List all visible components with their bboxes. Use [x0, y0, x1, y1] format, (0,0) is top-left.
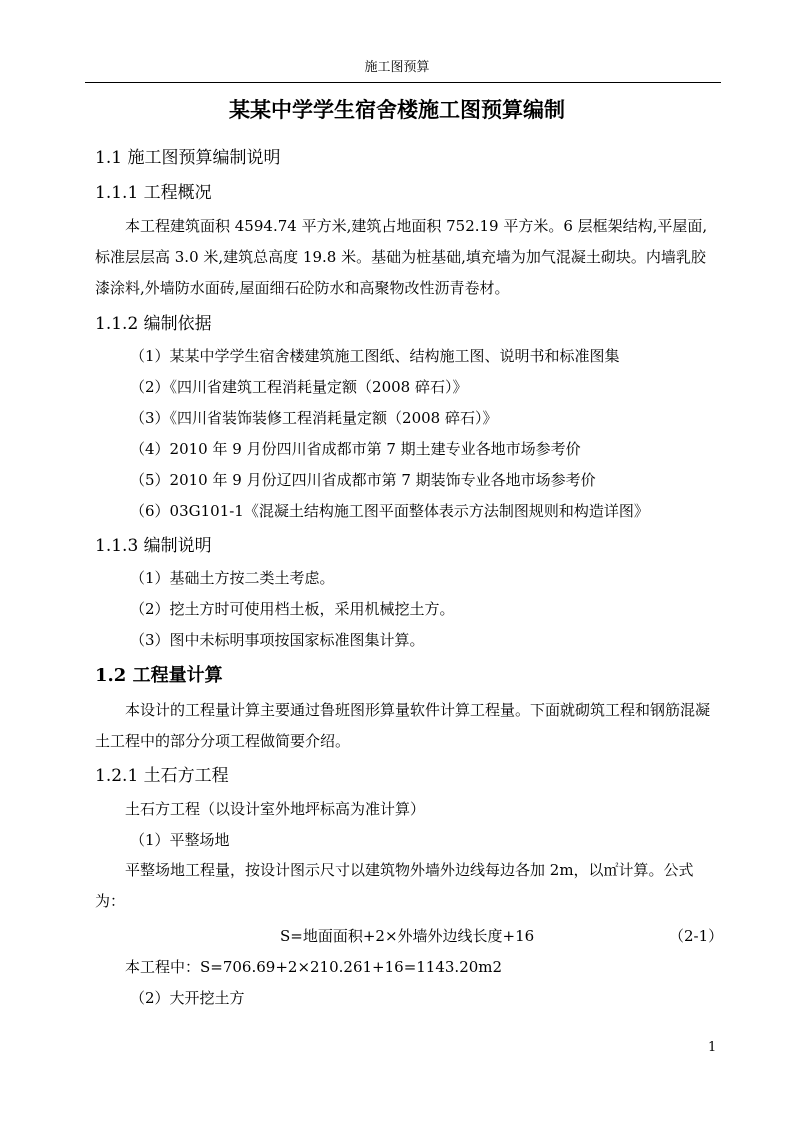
basis-item: （4）2010 年 9 月份四川省成都市第 7 期土建专业各地市场参考价 — [130, 440, 581, 458]
formula: S=地面面积+2×外墙外边线长度+16 — [280, 927, 535, 945]
section-1-1-heading: 1.1 施工图预算编制说明 — [95, 148, 281, 168]
basis-item: （2）《四川省建筑工程消耗量定额（2008 碎石）》 — [130, 378, 468, 396]
calculation-line: 本工程中：S=706.69+2×210.261+16=1143.20m2 — [125, 958, 503, 976]
subsection-site-leveling: （1）平整场地 — [130, 831, 230, 849]
page-number: 1 — [708, 1040, 717, 1055]
formula-number: （2-1） — [669, 927, 724, 945]
note-item: （1）基础土方按二类土考虑。 — [130, 569, 335, 587]
earthwork-intro: 土石方工程（以设计室外地坪标高为准计算） — [125, 800, 426, 818]
subsection-excavation: （2）大开挖土方 — [130, 989, 245, 1007]
section-1-1-1-heading: 1.1.1 工程概况 — [95, 183, 212, 203]
section-1-1-2-heading: 1.1.2 编制依据 — [95, 314, 212, 334]
document-title: 某某中学学生宿舍楼施工图预算编制 — [229, 98, 565, 122]
site-leveling-paragraph: 平整场地工程量，按设计图示尺寸以建筑物外墙外边线每边各加 2m，以㎡计算。公式为： — [95, 861, 694, 910]
basis-item: （3）《四川省装饰装修工程消耗量定额（2008 碎石）》 — [130, 409, 498, 427]
header-text: 施工图预算 — [364, 60, 430, 75]
overview-paragraph: 本工程建筑面积 4594.74 平方米,建筑占地面积 752.19 平方米。6 层框架结构,平屋面,标准层层高 3.0 米,建筑总高度 19.8 米。基础为桩基础,填充墙为加气混凝土砌块。内墙乳胶漆涂料,外墙防水面砖,屋面细石砼防水和高聚物改性沥青卷材。 — [95, 217, 708, 297]
section-1-2-1-heading: 1.2.1 土石方工程 — [95, 766, 229, 786]
note-item: （3）图中未标明事项按国家标准图集计算。 — [130, 631, 425, 649]
basis-item: （1）某某中学学生宿舍楼建筑施工图纸、结构施工图、说明书和标准图集 — [130, 347, 620, 365]
section-1-1-3-heading: 1.1.3 编制说明 — [95, 536, 212, 556]
header-rule — [85, 82, 721, 83]
basis-item: （6）03G101-1《混凝土结构施工图平面整体表示方法制图规则和构造详图》 — [130, 502, 649, 520]
basis-item: （5）2010 年 9 月份辽四川省成都市第 7 期装饰专业各地市场参考价 — [130, 471, 596, 489]
quantity-paragraph: 本设计的工程量计算主要通过鲁班图形算量软件计算工程量。下面就砌筑工程和钢筋混凝土工程中的部分分项工程做简要介绍。 — [95, 701, 711, 750]
note-item: （2）挖土方时可使用档土板，采用机械挖土方。 — [130, 600, 455, 618]
section-1-2-heading: 1.2 工程量计算 — [95, 665, 223, 686]
